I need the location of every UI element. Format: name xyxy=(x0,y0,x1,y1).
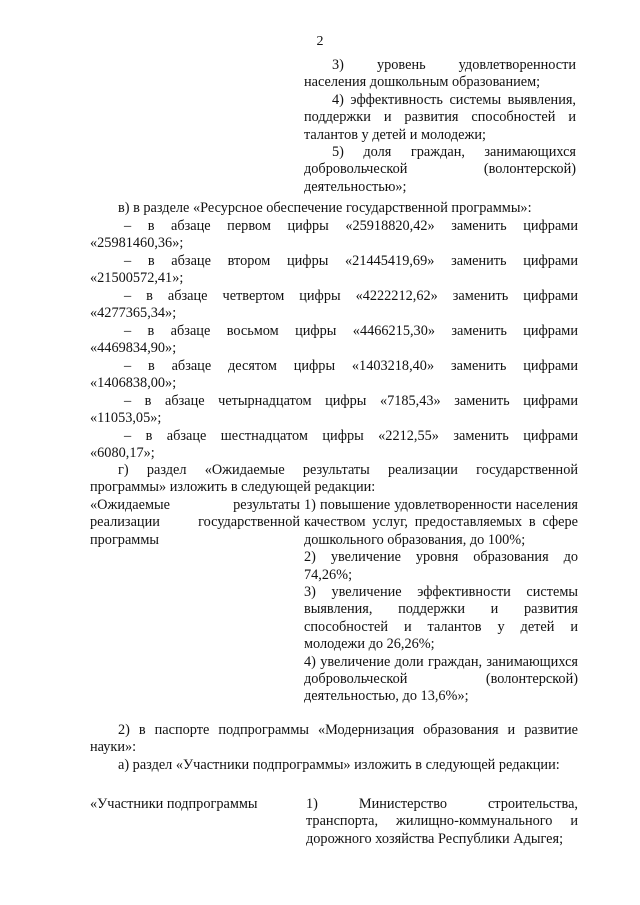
list-item: 1) повышение удовлетворенности населения качеством услуг, предоставляемых в сфере дошкольного образования, до 100%; xyxy=(304,497,578,548)
page-number: 2 xyxy=(316,34,324,49)
replacement-item: – в абзаце первом цифры «25918820,42» заменить цифрами «25981460,36»; xyxy=(90,218,578,252)
table2-right-cell xyxy=(306,796,578,848)
item-2: 2) в паспорте подпрограммы «Модернизация образования и развитие науки»: xyxy=(90,722,578,756)
replacement-item: – в абзаце шестнадцатом цифры «2212,55» заменить цифрами «6080,17»; xyxy=(90,428,578,462)
table2-left-cell: «Участники подпрограммы xyxy=(90,796,258,812)
replacement-item: – в абзаце четырнадцатом цифры «7185,43» заменить цифрами «11053,05»; xyxy=(90,393,578,427)
list-item: 3) уровень удовлетворенности населения дошкольным образованием; xyxy=(304,57,576,91)
replacement-item: – в абзаце восьмом цифры «4466215,30» заменить цифрами «4469834,90»; xyxy=(90,323,578,357)
list-item: 4) эффективность системы выявления, поддержки и развития способностей и талантов у детей и молодежи; xyxy=(304,91,576,143)
replacement-item: – в абзаце четвертом цифры «4222212,62» заменить цифрами «4277365,34»; xyxy=(90,288,578,322)
section-g: г) раздел «Ожидаемые результаты реализации государственной программы» изложить в следующей редакции: xyxy=(90,462,578,496)
table1-left-cell: «Ожидаемые результаты реализации государственной программы xyxy=(90,497,300,548)
list-item: 4) увеличение доли граждан, занимающихся добровольческой (волонтерской) деятельностью, до 13,6%»; xyxy=(304,653,578,705)
list-item: 3) увеличение эффективности системы выявления, поддержки и развития способностей и талантов у детей и молодежи до 26,26%; xyxy=(304,584,578,653)
replacement-item: – в абзаце десятом цифры «1403218,40» заменить цифрами «1406838,00»; xyxy=(90,358,578,392)
top-list xyxy=(304,57,576,196)
list-item: 1) Министерство строительства, транспорта, жилищно-коммунального и дорожного хозяйства Республики Адыгея; xyxy=(306,796,578,847)
list-item: 2) увеличение уровня образования до 74,26%; xyxy=(304,549,578,583)
section-v: в) в разделе «Ресурсное обеспечение государственной программы»: xyxy=(118,200,532,216)
replacement-item: – в абзаце втором цифры «21445419,69» заменить цифрами «21500572,41»; xyxy=(90,253,578,287)
table1-right-cell xyxy=(304,497,578,706)
item-2a: а) раздел «Участники подпрограммы» изложить в следующей редакции: xyxy=(118,757,560,773)
list-item: 5) доля граждан, занимающихся добровольческой (волонтерской) деятельностью»; xyxy=(304,144,576,195)
